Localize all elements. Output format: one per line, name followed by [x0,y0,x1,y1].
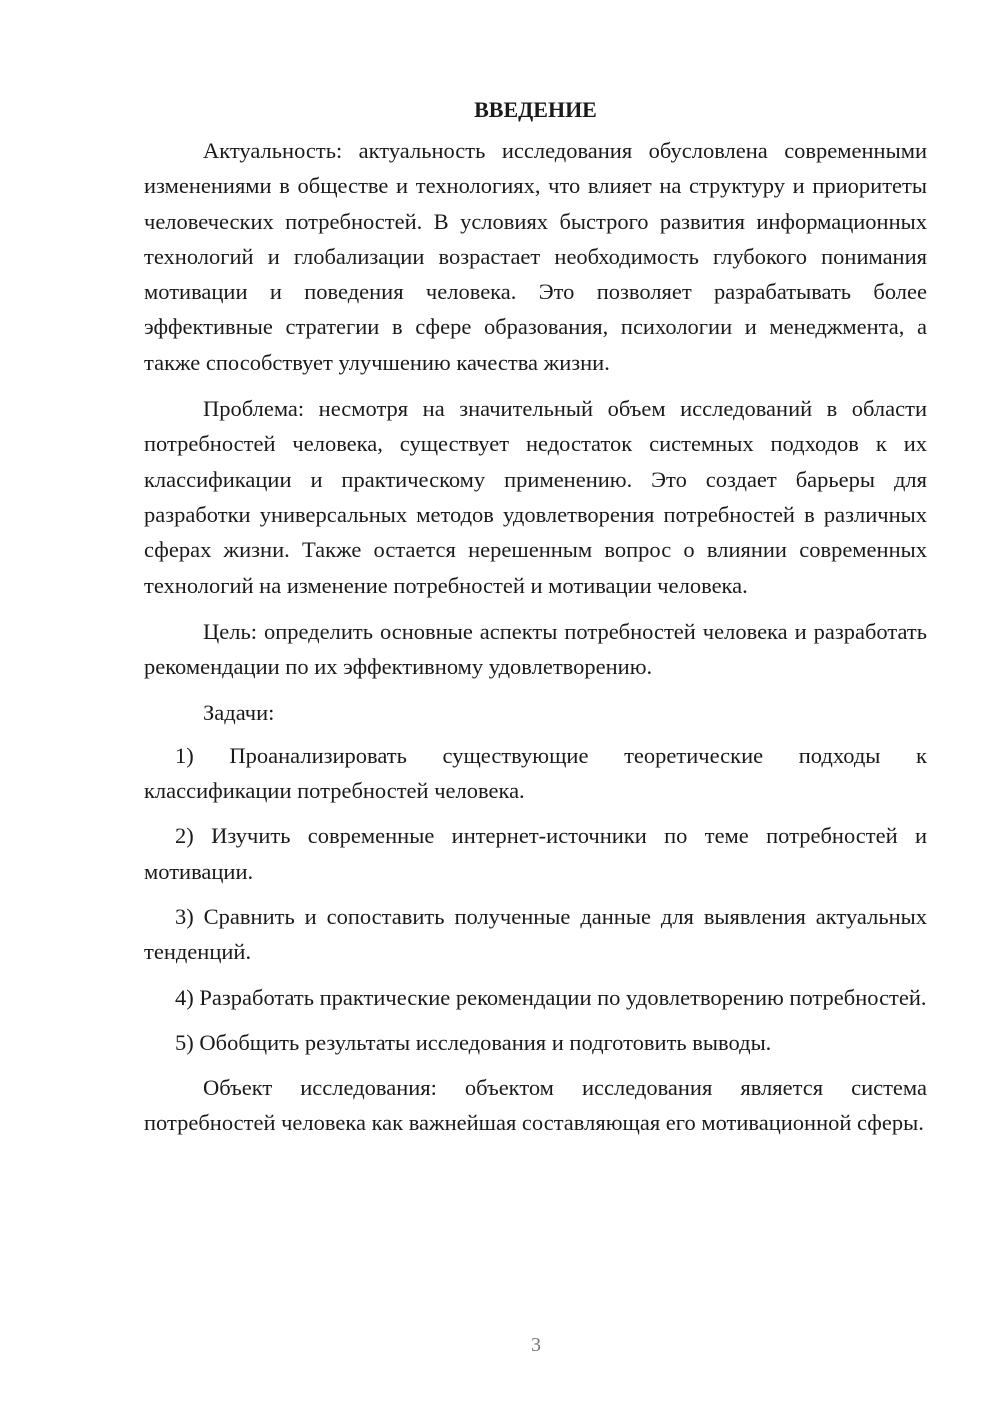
task-item: 5) Обобщить результаты исследования и подготовить выводы. [175,1029,772,1055]
page-number: 3 [531,1334,541,1356]
page-content [144,92,927,1152]
task-item: 1) Проанализировать существующие теоретические подходы к классификации потребностей человека. [144,742,927,804]
tasks-label: Задачи: [203,700,275,726]
task-item: 3) Сравнить и сопоставить полученные данные для выявления актуальных тенденций. [144,903,927,965]
problem-paragraph: Проблема: несмотря на значительный объем исследований в области потребностей человека, существует недостаток системных подходов к их классификации и практическому применению. Это создает барьеры для разработки универсальных методов удовлетворения потребностей в различных сферах жизни. Также остается нерешенным вопрос о влиянии современных технологий на изменение потребностей и мотивации человека. [144,396,927,598]
task-item: 2) Изучить современные интернет-источники по теме потребностей и мотивации. [144,823,927,884]
goal-paragraph: Цель: определить основные аспекты потребностей человека и разработать рекомендации по их эффективному удовлетворению. [144,618,927,680]
relevance-paragraph: Актуальность: актуальность исследования обусловлена современными изменениями в обществе и технологиях, что влияет на структуру и приоритеты человеческих потребностей. В условиях быстрого развития информационных технологий и глобализации возрастает необходимость глубокого понимания мотивации и поведения человека. Это позволяет разрабатывать более эффективные стратегии в сфере образования, психологии и менеджмента, а также способствует улучшению качества жизни. [144,138,927,375]
section-heading: ВВЕДЕНИЕ [474,97,597,122]
object-paragraph: Объект исследования: объектом исследования является система потребностей человека как важнейшая составляющая его мотивационной сферы. [144,1075,927,1136]
task-item: 4) Разработать практические рекомендации по удовлетворению потребностей. [175,984,927,1010]
